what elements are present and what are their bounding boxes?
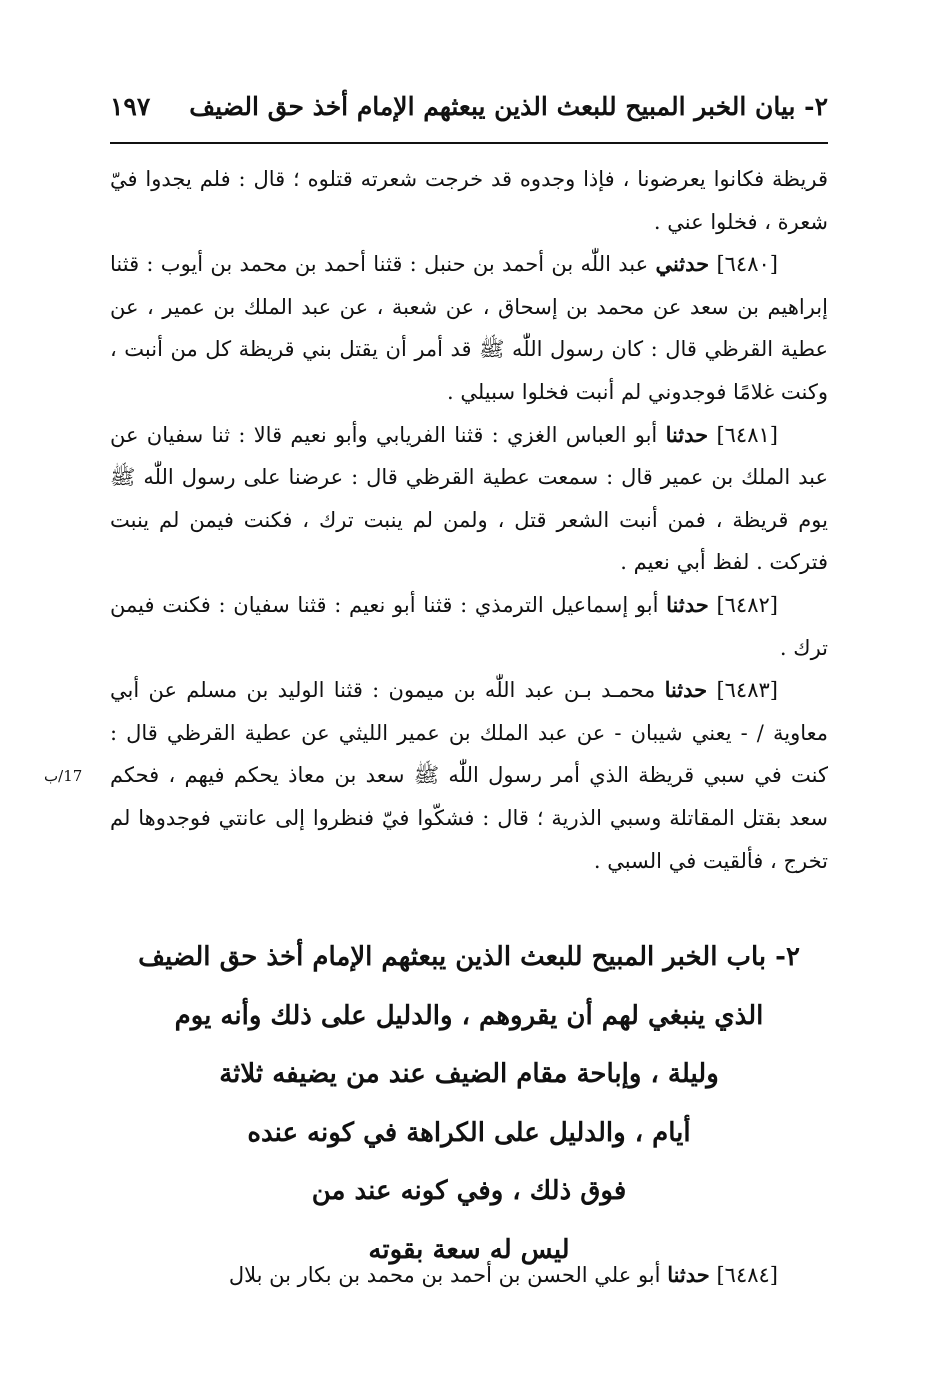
hadith-number: [٦٤٨٢] [716,592,778,617]
chapter-heading-line: ليس له سعة بقوته [368,1234,570,1265]
hadith-number: [٦٤٨٠] [716,252,778,277]
header-title: ٢- بيان الخبر المبيح للبعث الذين يبعثهم الإمام أخذ حق الضيف [189,92,828,121]
hadith-lead-word: حدثنا [666,591,709,617]
hadith-lead-word: حدثنا [667,1262,710,1287]
hadith-lead-word: حدثنا [664,677,708,703]
hadith-paragraph-6484 [110,1254,828,1297]
chapter-heading-line: وليلة ، وإباحة مقام الضيف عند من يضيفه ثلاثة [219,1059,719,1089]
chapter-heading-line: الذي ينبغي لهم أن يقروهم ، والدليل على ذلك وأنه يوم [174,1000,764,1031]
hadith-text: أبو إسماعيل الترمذي : قثنا أبو نعيم : قثنا سفيان : فكنت فيمن ترك . [110,592,828,660]
hadith-paragraph-6481 [110,414,828,584]
header-rule [110,142,828,144]
body-text [110,158,828,882]
hadith-number: [٦٤٨٤] [716,1263,778,1287]
page-number: ١٩٧ [110,92,151,121]
hadith-paragraph-6483 [110,669,828,882]
hadith-paragraph-6482 [110,584,828,669]
hadith-text: أبو علي الحسن بن أحمد بن محمد بن بكار بن بلال [228,1263,661,1287]
chapter-heading-line: فوق ذلك ، وفي كونه عند من [311,1176,627,1206]
hadith-number: [٦٤٨١] [716,422,778,447]
chapter-heading [110,928,828,1279]
margin-folio-note: 17/ب [44,767,83,785]
hadith-lead-word: حدثنا [665,421,709,447]
hadith-text: محمـد بـن عبد اللّٰه بن ميمون : قثنا الوليد بن مسلم عن أبي معاوية / - يعني شيبان - عن عبد الملك بن عمير الليثي عن عطية القرظي قال : كنت في سبي قريظة الذي أمر رسول اللّٰه ﷺ سعد بن معاذ يحكم فيهم ، فحكم سعد بقتل المقاتلة وسبي الذرية ؛ قال : فشكّوا فيّ فنظروا إلى عانتي فوجدوها لم تخرج ، فألقيت في السبي . [110,678,828,873]
paragraph-continuation [110,158,828,243]
chapter-heading-line: ٢- باب الخبر المبيح للبعث الذين يبعثهم الإمام أخذ حق الضيف [138,942,800,972]
running-header [110,88,828,130]
paragraph-text: قريظة فكانوا يعرضونا ، فإذا وجدوه قد خرجت شعرته قتلوه ؛ قال : فلم يجدوا فيّ شعرة ، فخلوا عني . [110,167,828,234]
hadith-text: عبد اللّٰه بن أحمد بن حنبل : قثنا أحمد بن محمد بن أيوب : قثنا إبراهيم بن سعد عن محمد بن إسحاق ، عن شعبة ، عن عبد الملك بن عمير ، عن عطية القرظي قال : كان رسول اللّٰه ﷺ قد أمر أن يقتل بني قريظة كل من أنبت ، وكنت غلامًا فوجدوني لم أنبت فخلوا سبيلي . [110,252,828,404]
hadith-text: أبو العباس الغزي : قثنا الفريابي وأبو نعيم قالا : ثنا سفيان عن عبد الملك بن عمير قال : سمعت عطية القرظي قال : عرضنا على رسول اللّٰه ﷺ يوم قريظة ، فمن أنبت الشعر قتل ، ولمن لم ينبت ترك ، فكنت فيمن لم ينبت فتركت . لفظ أبي نعيم . [110,422,828,575]
chapter-heading-line: أيام ، والدليل على الكراهة في كونه عنده [247,1117,691,1148]
hadith-paragraph-6480 [110,243,828,413]
hadith-number: [٦٤٨٣] [716,678,778,703]
hadith-lead-word: حدثني [655,251,710,277]
